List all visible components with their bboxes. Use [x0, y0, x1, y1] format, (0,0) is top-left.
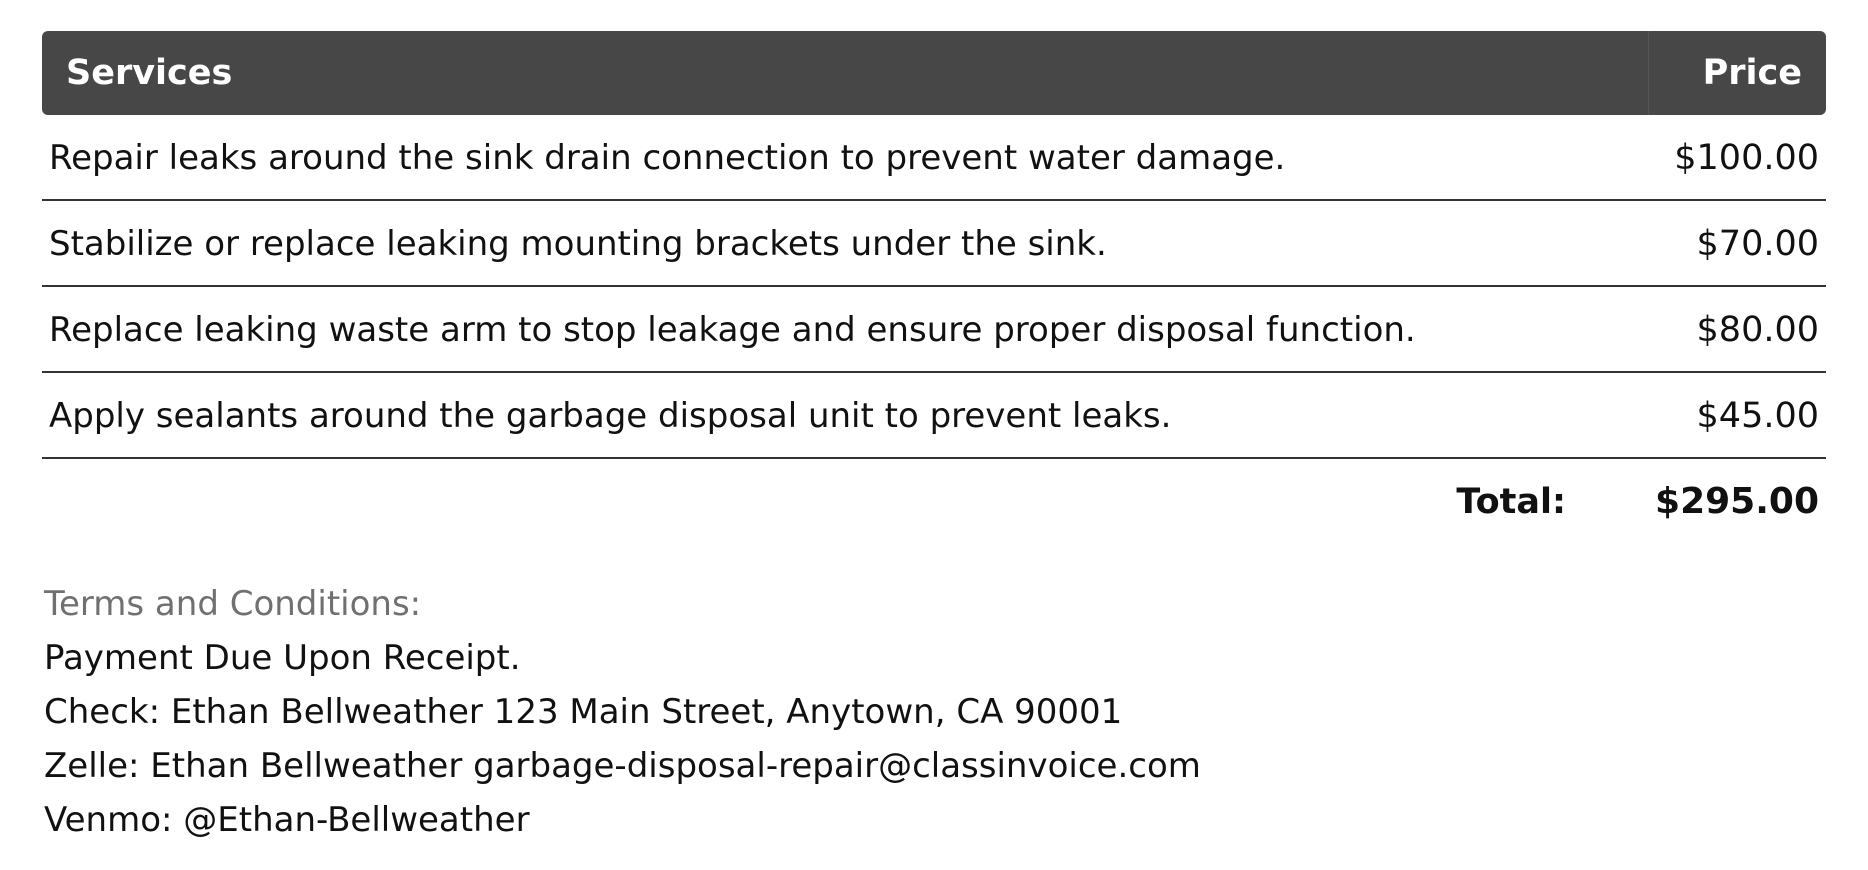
- zelle-payment-line: Zelle: Ethan Bellweather garbage-disposal-repair@classinvoice.com: [44, 746, 1201, 786]
- table-row: [42, 201, 1826, 287]
- check-payment-line: Check: Ethan Bellweather 123 Main Street, Anytown, CA 90001: [44, 692, 1123, 732]
- service-price: $80.00: [1696, 310, 1819, 350]
- services-column-header: Services: [66, 53, 233, 93]
- service-price: $45.00: [1696, 396, 1819, 436]
- service-description: Repair leaks around the sink drain connection to prevent water damage.: [49, 138, 1286, 178]
- table-header: [42, 31, 1826, 115]
- price-column-header: Price: [1702, 53, 1802, 93]
- table-row: [42, 115, 1826, 201]
- header-column-divider: [1648, 31, 1649, 115]
- service-description: Apply sealants around the garbage disposal unit to prevent leaks.: [49, 396, 1172, 436]
- total-label: Total:: [1456, 482, 1566, 522]
- table-row: [42, 287, 1826, 373]
- terms-section: [44, 577, 1201, 847]
- service-price: $100.00: [1674, 138, 1819, 178]
- payment-due-line: Payment Due Upon Receipt.: [44, 638, 521, 678]
- total-row: [42, 459, 1826, 545]
- table-row: [42, 373, 1826, 459]
- venmo-payment-line: Venmo: @Ethan-Bellweather: [44, 800, 530, 840]
- service-price: $70.00: [1696, 224, 1819, 264]
- service-description: Replace leaking waste arm to stop leakage and ensure proper disposal function.: [49, 310, 1416, 350]
- services-table: [42, 31, 1826, 545]
- terms-heading: Terms and Conditions:: [44, 584, 422, 624]
- service-description: Stabilize or replace leaking mounting brackets under the sink.: [49, 224, 1107, 264]
- total-value: $295.00: [1655, 481, 1819, 522]
